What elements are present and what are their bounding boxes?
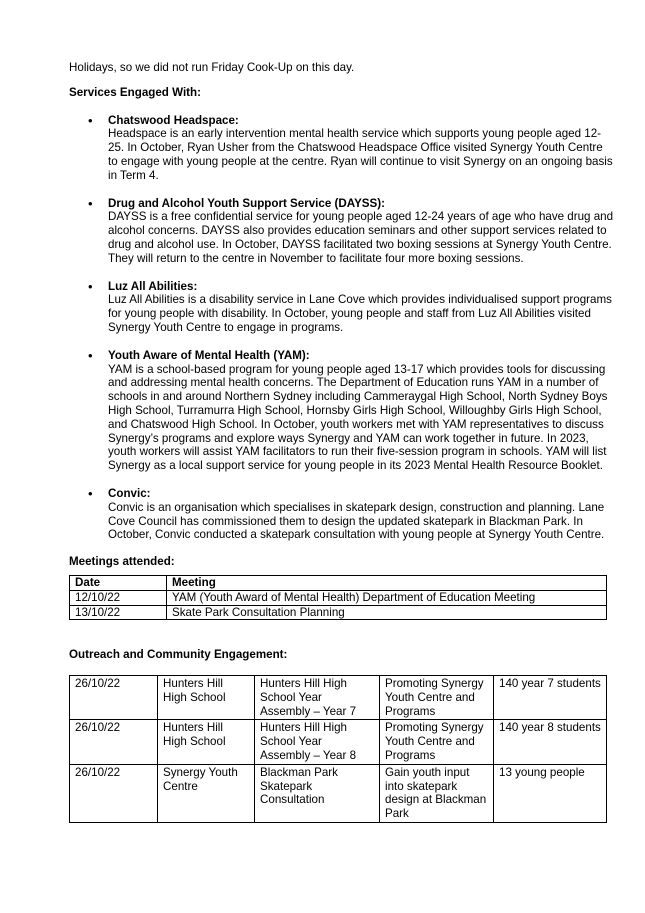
- outreach-date: 26/10/22: [70, 676, 158, 720]
- services-list: [69, 114, 614, 543]
- outreach-event: Hunters Hill High School Year Assembly – Year 8: [255, 720, 380, 764]
- table-row: [70, 764, 607, 822]
- outreach-location: Hunters Hill High School: [158, 720, 255, 764]
- service-item: [69, 349, 614, 473]
- service-item: [69, 280, 614, 335]
- outreach-purpose: Gain youth input into skatepark design at Blackman Park: [380, 764, 494, 822]
- table-row: [70, 605, 607, 620]
- outreach-date: 26/10/22: [70, 764, 158, 822]
- meetings-table: [69, 575, 607, 620]
- service-title: • Chatswood Headspace:: [108, 113, 239, 127]
- outreach-attendance: 13 young people: [494, 764, 607, 822]
- service-description: Headspace is an early intervention mental health service which supports young people aged 12-25. In October, Ryan Usher from the Chatswood Headspace Office visited Synergy Youth Centre to engage with young people at the centre. Ryan will continue to visit Synergy on an ongoing basis in Term 4.: [108, 127, 613, 182]
- outreach-attendance: 140 year 7 students: [494, 676, 607, 720]
- service-description: Luz All Abilities is a disability service in Lane Cove which provides individualised support programs for young people with disability. In October, young people and staff from Luz All Abilities visited Synergy Youth Centre to engage in programs.: [108, 293, 612, 334]
- meeting-date: 13/10/22: [70, 605, 167, 620]
- meeting-date: 12/10/22: [70, 590, 167, 605]
- outreach-purpose: Promoting Synergy Youth Centre and Programs: [380, 676, 494, 720]
- service-item: [69, 114, 614, 183]
- column-header-date: Date: [70, 575, 167, 590]
- service-description: Convic is an organisation which specialises in skatepark design, construction and planning. Lane Cove Council has commissioned them to design the updated skatepark in Blackman Park. In October, Convic conducted a skatepark consultation with young people at Synergy Youth Centre.: [108, 500, 605, 542]
- services-heading: Services Engaged With:: [69, 85, 201, 99]
- service-title: • Luz All Abilities:: [108, 279, 198, 293]
- service-title: • Youth Aware of Mental Health (YAM):: [108, 348, 310, 362]
- outreach-location: Synergy Youth Centre: [158, 764, 255, 822]
- table-row: [70, 676, 607, 720]
- service-description: YAM is a school-based program for young people aged 13-17 which provides tools for discussing and addressing mental health concerns. The Department of Education runs YAM in a number of schools in and around Northern Sydney including Cammeraygal High School, North Sydney Boys High School, Turramurra High School, Hornsby Girls High School, Willoughby Girls High School, and Chatswood High School. In October, youth workers met with YAM representatives to discuss Synergy’s programs and explore ways Synergy and YAM can work together in future. In 2023, youth workers will assist YAM facilitators to run their five-session program in schools. YAM will list Synergy as a local support service for young people in its 2023 Mental Health Resource Booklet.: [108, 362, 608, 473]
- meeting-name: Skate Park Consultation Planning: [167, 605, 607, 620]
- outreach-purpose: Promoting Synergy Youth Centre and Programs: [380, 720, 494, 764]
- outreach-table: [69, 675, 607, 823]
- outreach-attendance: 140 year 8 students: [494, 720, 607, 764]
- table-row: [70, 590, 607, 605]
- service-item: [69, 487, 614, 542]
- meetings-heading: Meetings attended:: [69, 555, 175, 569]
- service-title: • Convic:: [108, 486, 151, 500]
- table-row: [70, 720, 607, 764]
- column-header-meeting: Meeting: [167, 575, 607, 590]
- outreach-heading: Outreach and Community Engagement:: [69, 648, 288, 662]
- outreach-event: Hunters Hill High School Year Assembly – Year 7: [255, 676, 380, 720]
- service-description: DAYSS is a free confidential service for young people aged 12-24 years of age who have drug and alcohol concerns. DAYSS also provides education seminars and other support services related to drug and alcohol use. In October, DAYSS facilitated two boxing sessions at Synergy Youth Centre. They will return to the centre in November to facilitate four more boxing sessions.: [108, 210, 614, 265]
- document-page: [69, 61, 614, 823]
- outreach-location: Hunters Hill High School: [158, 676, 255, 720]
- outreach-event: Blackman Park Skatepark Consultation: [255, 764, 380, 822]
- service-title: • Drug and Alcohol Youth Support Service (DAYSS):: [108, 196, 385, 210]
- meeting-name: YAM (Youth Award of Mental Health) Department of Education Meeting: [167, 590, 607, 605]
- table-header-row: [70, 575, 607, 590]
- service-item: [69, 197, 614, 266]
- intro-text: Holidays, so we did not run Friday Cook-Up on this day.: [69, 61, 355, 74]
- outreach-date: 26/10/22: [70, 720, 158, 764]
